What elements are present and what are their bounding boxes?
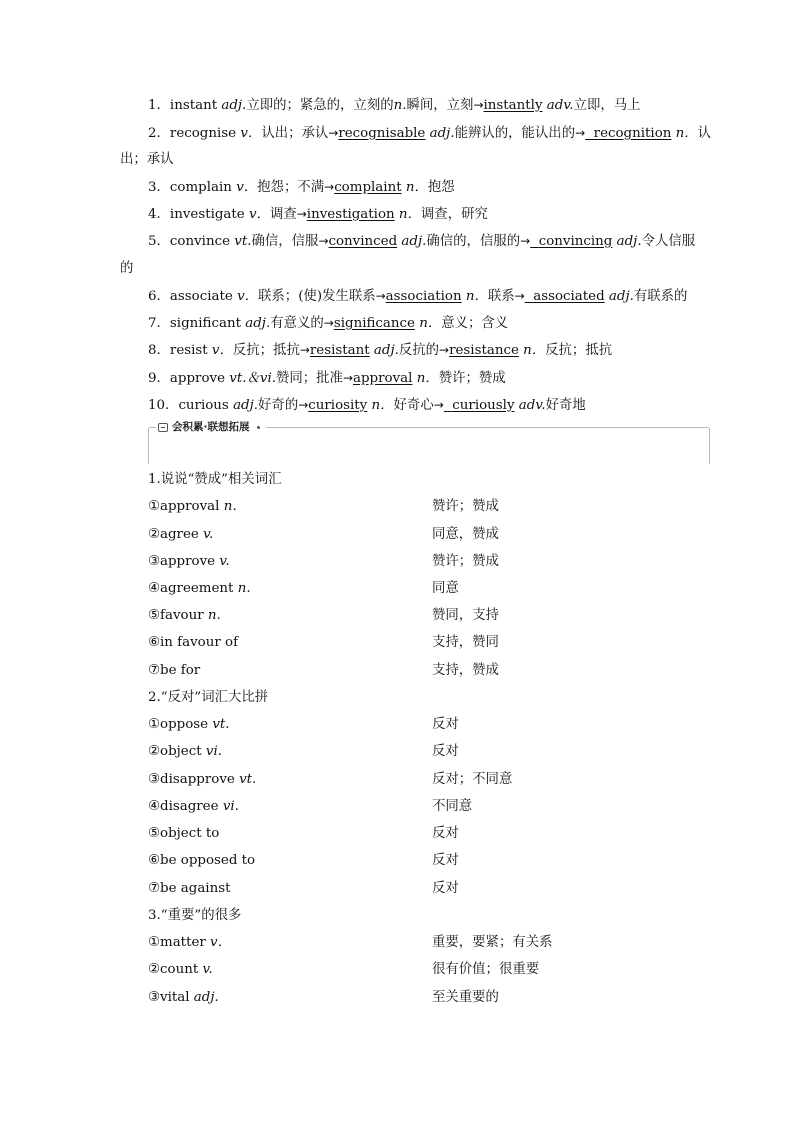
vocab-item-6: 6．associate v．联系；(使)发生联系→association n．联系→ associated adj.有联系的 [148, 289, 688, 304]
group-3-meaning-3: 至关重要的 [432, 990, 499, 1005]
vocab-item-4: 4．investigate v．调查→investigation n．调查，研究 [148, 207, 488, 222]
group-1-meaning-7: 支持，赞成 [432, 663, 499, 678]
group-1-word-4: ④agreement n. [148, 581, 251, 596]
group-2-meaning-5: 反对 [432, 826, 459, 841]
vocab-item-1: 1．instant adj.立即的；紧急的，立刻的n.瞬间，立刻→instantly adv.立即，马上 [148, 98, 641, 113]
vocab-item-2: 2．recognise v．认出；承认→recognisable adj.能辨认的，能认出的→ recognition n．认 [148, 126, 712, 141]
group-2-word-1: ①oppose vt. [148, 717, 230, 732]
vocab-item-7: 7．significant adj.有意义的→significance n．意义；含义 [148, 316, 509, 331]
group-2-meaning-4: 不同意 [432, 799, 473, 814]
group-2-meaning-1: 反对 [432, 717, 459, 732]
group-3-word-2: ②count v. [148, 962, 213, 977]
group-2-word-3: ③disapprove vt. [148, 772, 257, 787]
group-2-word-7: ⑦be against [148, 881, 231, 896]
group-3-word-3: ③vital adj. [148, 990, 219, 1005]
group-title: 2.“反对”词汇大比拼 [148, 690, 269, 705]
group-2-word-4: ④disagree vi. [148, 799, 239, 814]
group-2-meaning-6: 反对 [432, 853, 459, 868]
group-1-word-5: ⑤favour n. [148, 608, 221, 623]
group-1-word-7: ⑦be for [148, 663, 201, 678]
section-minus-icon [158, 423, 168, 432]
group-2-word-6: ⑥be opposed to [148, 853, 256, 868]
section-dot-icon [257, 426, 260, 429]
group-2-meaning-7: 反对 [432, 881, 459, 896]
group-1-word-1: ①approval n． [148, 499, 246, 514]
vocab-item-2-continued: 出；承认 [120, 152, 174, 167]
group-2-word-2: ②object vi. [148, 744, 222, 759]
vocab-item-9: 9．approve vt.＆vi.赞同；批准→approval n．赞许；赞成 [148, 371, 506, 386]
group-1-meaning-2: 同意，赞成 [432, 527, 499, 542]
group-1-meaning-4: 同意 [432, 581, 459, 596]
vocab-item-8: 8．resist v．反抗；抵抗→resistant adj.反抗的→resistance n．反抗；抵抗 [148, 343, 613, 358]
vocab-item-5: 5．convince vt.确信，信服→convinced adj.确信的，信服的→ convincing adj.令人信服 [148, 234, 696, 249]
group-1-word-6: ⑥in favour of [148, 635, 239, 650]
group-1-meaning-3: 赞许；赞成 [432, 554, 499, 569]
group-3-meaning-2: 很有价值；很重要 [432, 962, 540, 977]
group-3-word-1: ①matter v． [148, 935, 232, 950]
group-3-meaning-1: 重要，要紧；有关系 [432, 935, 553, 950]
vocab-item-5-continued: 的 [120, 261, 134, 276]
vocab-item-3: 3．complain v．抱怨；不满→complaint n．抱怨 [148, 180, 455, 195]
group-2-meaning-3: 反对；不同意 [432, 772, 513, 787]
section-header [156, 419, 266, 435]
group-1-word-2: ②agree v. [148, 527, 214, 542]
group-1-meaning-1: 赞许；赞成 [432, 499, 499, 514]
group-2-meaning-2: 反对 [432, 744, 459, 759]
group-2-word-5: ⑤object to [148, 826, 220, 841]
vocab-item-10: 10．curious adj.好奇的→curiosity n．好奇心→ curiously adv.好奇地 [148, 398, 586, 413]
section-title: 会积累·联想拓展 [172, 421, 250, 433]
group-title: 1.说说“赞成”相关词汇 [148, 472, 282, 487]
group-1-word-3: ③approve v. [148, 554, 230, 569]
group-title: 3.“重要”的很多 [148, 908, 242, 923]
group-1-meaning-6: 支持，赞同 [432, 635, 499, 650]
group-1-meaning-5: 赞同，支持 [432, 608, 499, 623]
